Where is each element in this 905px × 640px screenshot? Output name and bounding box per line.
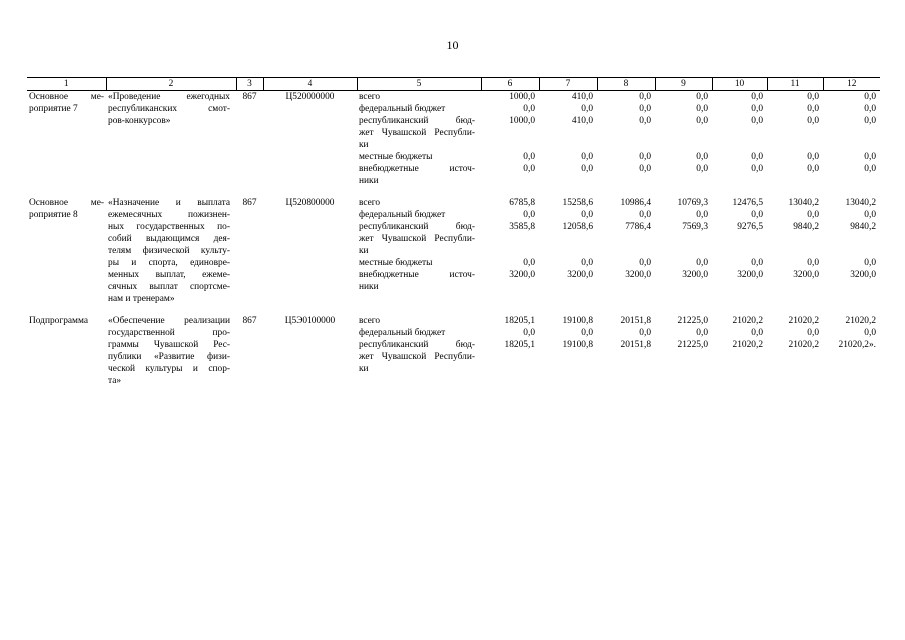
funding-source-line: местные бюджеты bbox=[359, 152, 433, 162]
funding-source-cell bbox=[357, 197, 481, 305]
value-spacer bbox=[769, 281, 819, 293]
value-line: 0,0 bbox=[807, 328, 819, 338]
value-spacer bbox=[599, 175, 651, 187]
value-line: 0,0 bbox=[751, 104, 763, 114]
value-spacer bbox=[483, 245, 535, 257]
value-line: 0,0 bbox=[864, 152, 876, 162]
value-line: 21020,2 bbox=[788, 340, 819, 350]
value-spacer bbox=[657, 233, 708, 245]
value-line: 0,0 bbox=[639, 116, 651, 126]
value-line: 0,0 bbox=[807, 116, 819, 126]
value-spacer bbox=[825, 351, 876, 363]
value-line: 0,0 bbox=[807, 258, 819, 268]
value-line: 18205,1 bbox=[504, 316, 535, 326]
value-line: 0,0 bbox=[807, 104, 819, 114]
value-line: 9276,5 bbox=[737, 222, 763, 232]
value-spacer bbox=[599, 139, 651, 151]
value-spacer bbox=[541, 127, 593, 139]
value-line: 0,0 bbox=[581, 104, 593, 114]
page-number: 10 bbox=[446, 38, 459, 52]
value-line: 18205,1 bbox=[504, 340, 535, 350]
value-line: 0,0 bbox=[864, 104, 876, 114]
value-spacer bbox=[483, 175, 535, 187]
value-spacer bbox=[825, 127, 876, 139]
value-line: 0,0 bbox=[751, 92, 763, 102]
value-spacer bbox=[825, 233, 876, 245]
value-spacer bbox=[541, 351, 593, 363]
value-spacer bbox=[541, 363, 593, 375]
value-spacer bbox=[825, 245, 876, 257]
value-spacer bbox=[825, 175, 876, 187]
value-spacer bbox=[825, 281, 876, 293]
funding-source-line: жет Чувашской Республи- bbox=[359, 128, 475, 138]
value-spacer bbox=[714, 139, 763, 151]
activity-name-line: нам и тренерам» bbox=[108, 294, 175, 304]
value-spacer bbox=[541, 233, 593, 245]
column-header: 3 bbox=[236, 78, 263, 91]
value-line: 0,0 bbox=[751, 152, 763, 162]
column-header: 9 bbox=[655, 78, 712, 91]
value-spacer bbox=[769, 139, 819, 151]
value-spacer bbox=[541, 175, 593, 187]
value-line: 0,0 bbox=[864, 328, 876, 338]
value-spacer bbox=[541, 139, 593, 151]
value-cell bbox=[481, 91, 539, 188]
value-spacer bbox=[657, 351, 708, 363]
value-line: 0,0 bbox=[751, 328, 763, 338]
value-cell bbox=[823, 315, 880, 387]
funding-source-line: всего bbox=[359, 198, 381, 208]
activity-type-line: Основное ме- bbox=[29, 198, 104, 208]
value-spacer bbox=[483, 351, 535, 363]
value-line: 0,0 bbox=[581, 328, 593, 338]
value-line: 3200,0 bbox=[793, 270, 819, 280]
value-cell bbox=[597, 91, 655, 188]
value-spacer bbox=[483, 139, 535, 151]
funding-source-cell bbox=[357, 91, 481, 188]
column-header: 6 bbox=[481, 78, 539, 91]
row-gap bbox=[27, 305, 880, 315]
table-row bbox=[27, 91, 880, 188]
value-cell bbox=[712, 315, 767, 387]
value-line: 0,0 bbox=[696, 328, 708, 338]
value-line: 0,0 bbox=[807, 164, 819, 174]
value-line: 13040,2 bbox=[845, 198, 876, 208]
value-line: 0,0 bbox=[696, 104, 708, 114]
activity-name-line: публики «Развитие физи- bbox=[108, 352, 230, 362]
value-spacer bbox=[657, 139, 708, 151]
column-header: 4 bbox=[263, 78, 357, 91]
table-row bbox=[27, 315, 880, 387]
value-line: 3200,0 bbox=[682, 270, 708, 280]
value-line: 0,0 bbox=[696, 164, 708, 174]
value-cell bbox=[767, 315, 823, 387]
activity-type-cell bbox=[27, 315, 106, 387]
value-spacer bbox=[599, 127, 651, 139]
funding-source-line: жет Чувашской Республи- bbox=[359, 234, 475, 244]
value-line: 7569,3 bbox=[682, 222, 708, 232]
value-cell bbox=[539, 197, 597, 305]
activity-name-line: сячных выплат спортсме- bbox=[108, 282, 230, 292]
value-line: 0,0 bbox=[696, 116, 708, 126]
value-spacer bbox=[769, 175, 819, 187]
funding-source-line: федеральный бюджет bbox=[359, 104, 446, 114]
activity-name-line: «Обеспечение реализации bbox=[108, 316, 230, 326]
value-cell bbox=[655, 315, 712, 387]
value-line: 9840,2 bbox=[793, 222, 819, 232]
funding-source-line: республиканский бюд- bbox=[359, 340, 475, 350]
value-line: 0,0 bbox=[696, 92, 708, 102]
activity-type-cell bbox=[27, 91, 106, 188]
activity-name-line: «Назначение и выплата bbox=[108, 198, 230, 208]
column-header: 1 bbox=[27, 78, 106, 91]
value-line: 10986,4 bbox=[620, 198, 651, 208]
value-spacer bbox=[599, 351, 651, 363]
value-line: 0,0 bbox=[696, 210, 708, 220]
ministry-code-cell: 867 bbox=[242, 92, 257, 102]
value-line: 21020,2». bbox=[838, 340, 876, 350]
column-header: 7 bbox=[539, 78, 597, 91]
value-line: 1000,0 bbox=[509, 116, 535, 126]
activity-type-line: Подпрограмма bbox=[29, 316, 89, 326]
activity-name-line: телям физической культу- bbox=[108, 246, 230, 256]
value-line: 0,0 bbox=[807, 152, 819, 162]
funding-source-line: ки bbox=[359, 246, 369, 256]
value-cell bbox=[481, 197, 539, 305]
value-line: 0,0 bbox=[639, 152, 651, 162]
value-line: 3200,0 bbox=[625, 270, 651, 280]
column-header: 5 bbox=[357, 78, 481, 91]
value-line: 15258,6 bbox=[562, 198, 593, 208]
value-line: 0,0 bbox=[751, 116, 763, 126]
value-line: 3585,8 bbox=[509, 222, 535, 232]
value-line: 13040,2 bbox=[788, 198, 819, 208]
activity-name-line: ежемесячных пожизнен- bbox=[108, 210, 230, 220]
column-header: 2 bbox=[106, 78, 236, 91]
value-cell bbox=[597, 197, 655, 305]
funding-source-line: федеральный бюджет bbox=[359, 328, 446, 338]
table-body bbox=[27, 91, 880, 388]
value-spacer bbox=[483, 281, 535, 293]
value-line: 21225,0 bbox=[677, 340, 708, 350]
value-spacer bbox=[657, 127, 708, 139]
activity-type-line: Основное ме- bbox=[29, 92, 104, 102]
value-line: 0,0 bbox=[523, 328, 535, 338]
value-line: 21020,2 bbox=[732, 340, 763, 350]
funding-source-line: ники bbox=[359, 282, 379, 292]
value-line: 0,0 bbox=[523, 258, 535, 268]
value-spacer bbox=[714, 351, 763, 363]
value-line: 7786,4 bbox=[625, 222, 651, 232]
value-line: 0,0 bbox=[864, 164, 876, 174]
value-spacer bbox=[769, 245, 819, 257]
value-line: 19100,8 bbox=[562, 316, 593, 326]
value-cell bbox=[712, 91, 767, 188]
row-gap-cell bbox=[27, 187, 880, 197]
value-line: 9840,2 bbox=[850, 222, 876, 232]
value-line: 0,0 bbox=[581, 152, 593, 162]
activity-name-line: ры и спорта, единовре- bbox=[108, 258, 230, 268]
value-line: 0,0 bbox=[639, 164, 651, 174]
funding-source-line: республиканский бюд- bbox=[359, 116, 475, 126]
table-row bbox=[27, 197, 880, 305]
activity-name-line: та» bbox=[108, 376, 122, 386]
value-line: 21020,2 bbox=[788, 316, 819, 326]
value-line: 20151,8 bbox=[620, 316, 651, 326]
value-spacer bbox=[657, 175, 708, 187]
activity-name-line: ров-конкурсов» bbox=[108, 116, 171, 126]
activity-name-cell bbox=[106, 315, 236, 387]
value-line: 21020,2 bbox=[845, 316, 876, 326]
value-cell bbox=[655, 197, 712, 305]
value-spacer bbox=[825, 139, 876, 151]
value-spacer bbox=[714, 127, 763, 139]
funding-source-line: жет Чувашской Республи- bbox=[359, 352, 475, 362]
value-spacer bbox=[483, 363, 535, 375]
value-spacer bbox=[541, 245, 593, 257]
funding-source-line: республиканский бюд- bbox=[359, 222, 475, 232]
activity-name-line: «Проведение ежегодных bbox=[108, 92, 230, 102]
value-cell bbox=[767, 91, 823, 188]
value-line: 0,0 bbox=[807, 210, 819, 220]
value-line: 0,0 bbox=[639, 92, 651, 102]
value-line: 0,0 bbox=[523, 164, 535, 174]
value-line: 0,0 bbox=[639, 104, 651, 114]
value-spacer bbox=[483, 233, 535, 245]
budget-table bbox=[27, 77, 880, 387]
budget-code-cell: Ц520000000 bbox=[285, 92, 335, 102]
value-cell bbox=[823, 197, 880, 305]
value-line: 0,0 bbox=[639, 210, 651, 220]
value-line: 10769,3 bbox=[677, 198, 708, 208]
ministry-code-cell: 867 bbox=[242, 316, 257, 326]
budget-code-cell: Ц520800000 bbox=[285, 198, 335, 208]
value-line: 20151,8 bbox=[620, 340, 651, 350]
value-line: 0,0 bbox=[696, 258, 708, 268]
value-line: 0,0 bbox=[751, 164, 763, 174]
activity-name-line: республиканских смот- bbox=[108, 104, 230, 114]
funding-source-line: ки bbox=[359, 364, 369, 374]
value-line: 0,0 bbox=[864, 258, 876, 268]
value-spacer bbox=[714, 233, 763, 245]
value-spacer bbox=[541, 281, 593, 293]
value-line: 0,0 bbox=[751, 210, 763, 220]
value-spacer bbox=[714, 281, 763, 293]
column-header: 12 bbox=[823, 78, 880, 91]
value-line: 0,0 bbox=[523, 104, 535, 114]
value-spacer bbox=[714, 363, 763, 375]
value-cell bbox=[539, 315, 597, 387]
value-spacer bbox=[657, 363, 708, 375]
funding-source-line: ки bbox=[359, 140, 369, 150]
value-line: 19100,8 bbox=[562, 340, 593, 350]
activity-name-line: менных выплат, ежеме- bbox=[108, 270, 230, 280]
value-cell bbox=[823, 91, 880, 188]
funding-source-line: федеральный бюджет bbox=[359, 210, 446, 220]
activity-type-cell bbox=[27, 197, 106, 305]
value-line: 0,0 bbox=[523, 210, 535, 220]
activity-type-line: роприятие 8 bbox=[29, 210, 78, 220]
activity-type-line: роприятие 7 bbox=[29, 104, 78, 114]
activity-name-line: ческой культуры и спор- bbox=[108, 364, 230, 374]
row-gap bbox=[27, 187, 880, 197]
funding-source-line: ники bbox=[359, 176, 379, 186]
value-cell bbox=[481, 315, 539, 387]
column-header: 11 bbox=[767, 78, 823, 91]
value-line: 0,0 bbox=[864, 210, 876, 220]
column-header: 10 bbox=[712, 78, 767, 91]
value-line: 0,0 bbox=[864, 116, 876, 126]
value-line: 3200,0 bbox=[509, 270, 535, 280]
funding-source-line: всего bbox=[359, 316, 381, 326]
value-spacer bbox=[769, 233, 819, 245]
funding-source-line: всего bbox=[359, 92, 381, 102]
value-line: 3200,0 bbox=[850, 270, 876, 280]
value-spacer bbox=[599, 281, 651, 293]
value-spacer bbox=[599, 363, 651, 375]
value-spacer bbox=[657, 281, 708, 293]
activity-name-line: ных государственных по- bbox=[108, 222, 230, 232]
value-line: 0,0 bbox=[581, 210, 593, 220]
activity-name-cell bbox=[106, 91, 236, 188]
value-cell bbox=[767, 197, 823, 305]
value-spacer bbox=[714, 175, 763, 187]
activity-name-line: граммы Чувашской Рес- bbox=[108, 340, 230, 350]
value-line: 12476,5 bbox=[732, 198, 763, 208]
value-line: 0,0 bbox=[581, 258, 593, 268]
activity-name-line: собий выдающимся дея- bbox=[108, 234, 230, 244]
value-line: 0,0 bbox=[807, 92, 819, 102]
ministry-code-cell: 867 bbox=[242, 198, 257, 208]
funding-source-line: внебюджетные источ- bbox=[359, 164, 475, 174]
value-line: 3200,0 bbox=[737, 270, 763, 280]
value-cell bbox=[712, 197, 767, 305]
value-line: 0,0 bbox=[523, 152, 535, 162]
value-spacer bbox=[825, 363, 876, 375]
column-header: 8 bbox=[597, 78, 655, 91]
activity-name-line: государственной про- bbox=[108, 328, 230, 338]
value-line: 12058,6 bbox=[562, 222, 593, 232]
activity-name-cell bbox=[106, 197, 236, 305]
value-line: 0,0 bbox=[864, 92, 876, 102]
value-line: 0,0 bbox=[581, 164, 593, 174]
value-line: 0,0 bbox=[696, 152, 708, 162]
value-line: 410,0 bbox=[571, 92, 593, 102]
value-line: 410,0 bbox=[571, 116, 593, 126]
value-line: 0,0 bbox=[639, 328, 651, 338]
value-cell bbox=[597, 315, 655, 387]
value-line: 0,0 bbox=[751, 258, 763, 268]
value-spacer bbox=[483, 127, 535, 139]
value-line: 1000,0 bbox=[509, 92, 535, 102]
value-cell bbox=[539, 91, 597, 188]
funding-source-line: местные бюджеты bbox=[359, 258, 433, 268]
value-spacer bbox=[599, 245, 651, 257]
value-spacer bbox=[599, 233, 651, 245]
budget-code-cell: Ц5Э0100000 bbox=[284, 316, 336, 326]
value-spacer bbox=[769, 363, 819, 375]
value-spacer bbox=[657, 245, 708, 257]
value-line: 21020,2 bbox=[732, 316, 763, 326]
value-spacer bbox=[769, 127, 819, 139]
funding-source-line: внебюджетные источ- bbox=[359, 270, 475, 280]
value-spacer bbox=[714, 245, 763, 257]
row-gap-cell bbox=[27, 305, 880, 315]
value-line: 21225,0 bbox=[677, 316, 708, 326]
value-line: 3200,0 bbox=[567, 270, 593, 280]
value-line: 6785,8 bbox=[509, 198, 535, 208]
value-cell bbox=[655, 91, 712, 188]
value-spacer bbox=[769, 351, 819, 363]
value-line: 0,0 bbox=[639, 258, 651, 268]
header-row bbox=[27, 78, 880, 91]
funding-source-cell bbox=[357, 315, 481, 387]
